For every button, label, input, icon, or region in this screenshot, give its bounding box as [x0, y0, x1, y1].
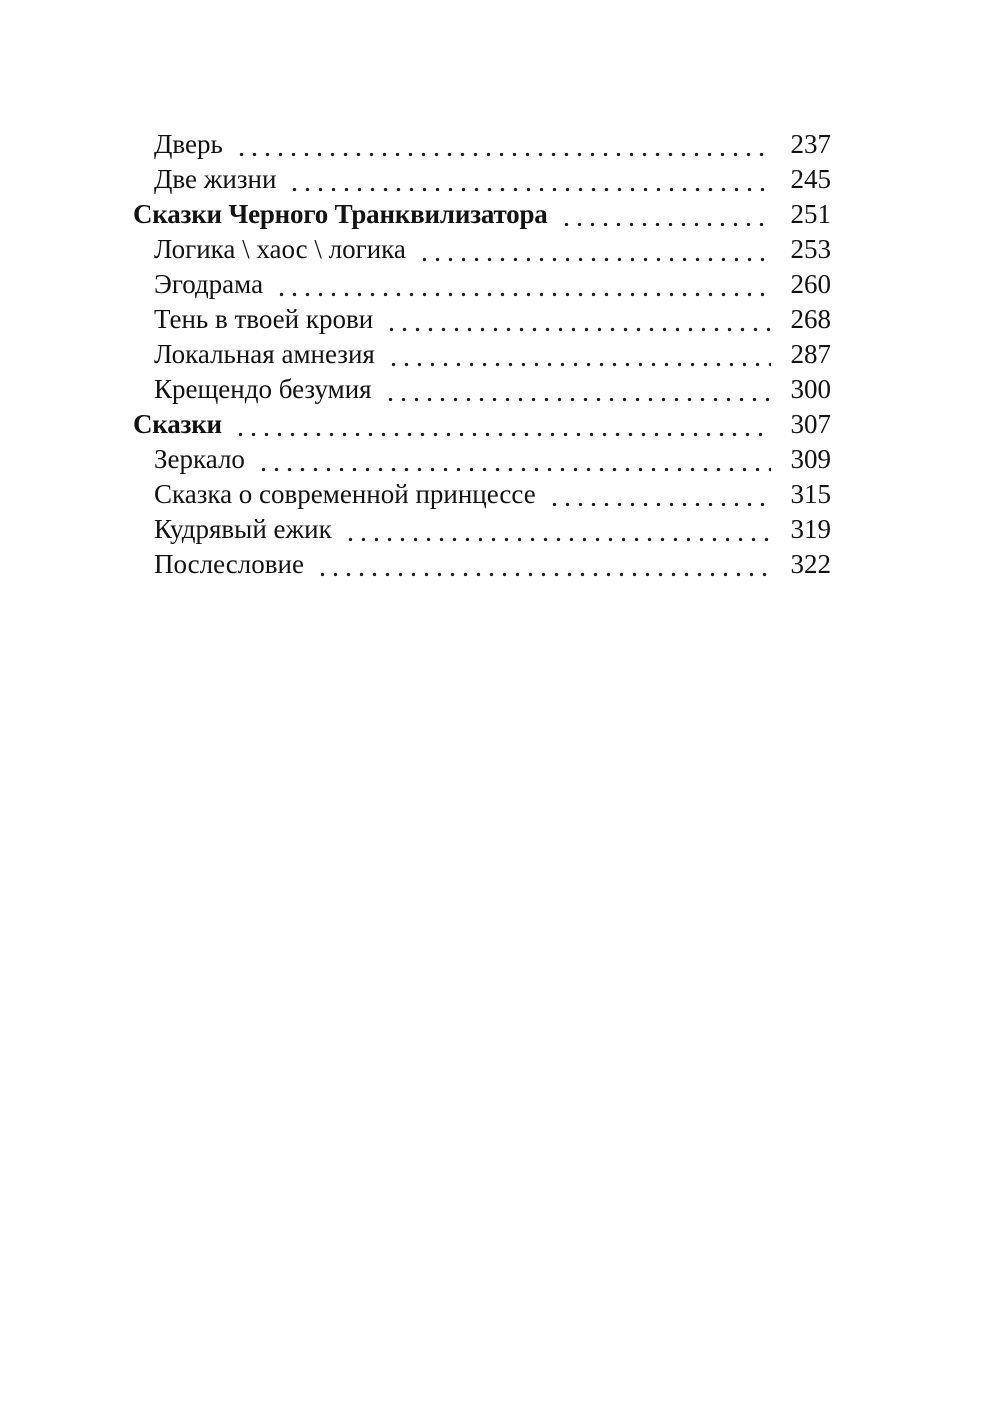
- toc-list: [133, 127, 831, 582]
- dot-leader: [560, 197, 771, 232]
- toc-entry-page: 287: [790, 339, 831, 369]
- toc-row: [133, 127, 831, 162]
- toc-row: [133, 162, 831, 197]
- toc-entry-label: Кудрявый ежик: [154, 514, 332, 544]
- dot-leader: [235, 127, 771, 162]
- dot-leader: [288, 162, 771, 197]
- dot-leader: [316, 547, 771, 582]
- toc-page: [0, 0, 1005, 582]
- toc-entry-page: 300: [790, 374, 831, 404]
- dot-leader: [387, 337, 771, 372]
- toc-row: [133, 337, 831, 372]
- dot-leader: [257, 442, 771, 477]
- toc-entry-label: Тень в твоей крови: [154, 304, 374, 334]
- toc-entry-label: Сказки: [133, 409, 222, 439]
- toc-entry-label: Крещендо безумия: [154, 374, 372, 404]
- toc-entry-label: Локальная амнезия: [154, 339, 375, 369]
- toc-entry-label: Дверь: [154, 129, 223, 159]
- toc-entry-page: 319: [790, 514, 831, 544]
- toc-row: [133, 547, 831, 582]
- dot-leader: [548, 477, 771, 512]
- toc-row: [133, 302, 831, 337]
- toc-entry-label: Две жизни: [154, 164, 277, 194]
- toc-entry-label: Логика \ хаос \ логика: [154, 234, 406, 264]
- toc-entry-page: 237: [790, 129, 831, 159]
- toc-entry-page: 251: [790, 199, 831, 229]
- toc-row: [133, 512, 831, 547]
- dot-leader: [418, 232, 771, 267]
- toc-row: [133, 232, 831, 267]
- dot-leader: [385, 302, 771, 337]
- toc-entry-page: 268: [790, 304, 831, 334]
- toc-entry-label: Зеркало: [154, 444, 245, 474]
- dot-leader: [275, 267, 771, 302]
- toc-entry-page: 260: [790, 269, 831, 299]
- toc-row: [133, 477, 831, 512]
- dot-leader: [344, 512, 771, 547]
- toc-entry-label: Сказки Черного Транквилизатора: [133, 199, 548, 229]
- dot-leader: [234, 407, 771, 442]
- dot-leader: [384, 372, 771, 407]
- toc-entry-page: 245: [790, 164, 831, 194]
- toc-entry-page: 315: [790, 479, 831, 509]
- toc-entry-page: 307: [790, 409, 831, 439]
- toc-entry-page: 253: [790, 234, 831, 264]
- toc-entry-label: Сказка о современной принцессе: [154, 479, 536, 509]
- toc-entry-page: 309: [790, 444, 831, 474]
- toc-entry-page: 322: [790, 549, 831, 579]
- toc-row: [133, 442, 831, 477]
- toc-row: [133, 372, 831, 407]
- toc-entry-label: Послесловие: [154, 549, 304, 579]
- toc-row: [133, 407, 831, 442]
- toc-row: [133, 267, 831, 302]
- toc-row: [133, 197, 831, 232]
- toc-entry-label: Эгодрама: [154, 269, 264, 299]
